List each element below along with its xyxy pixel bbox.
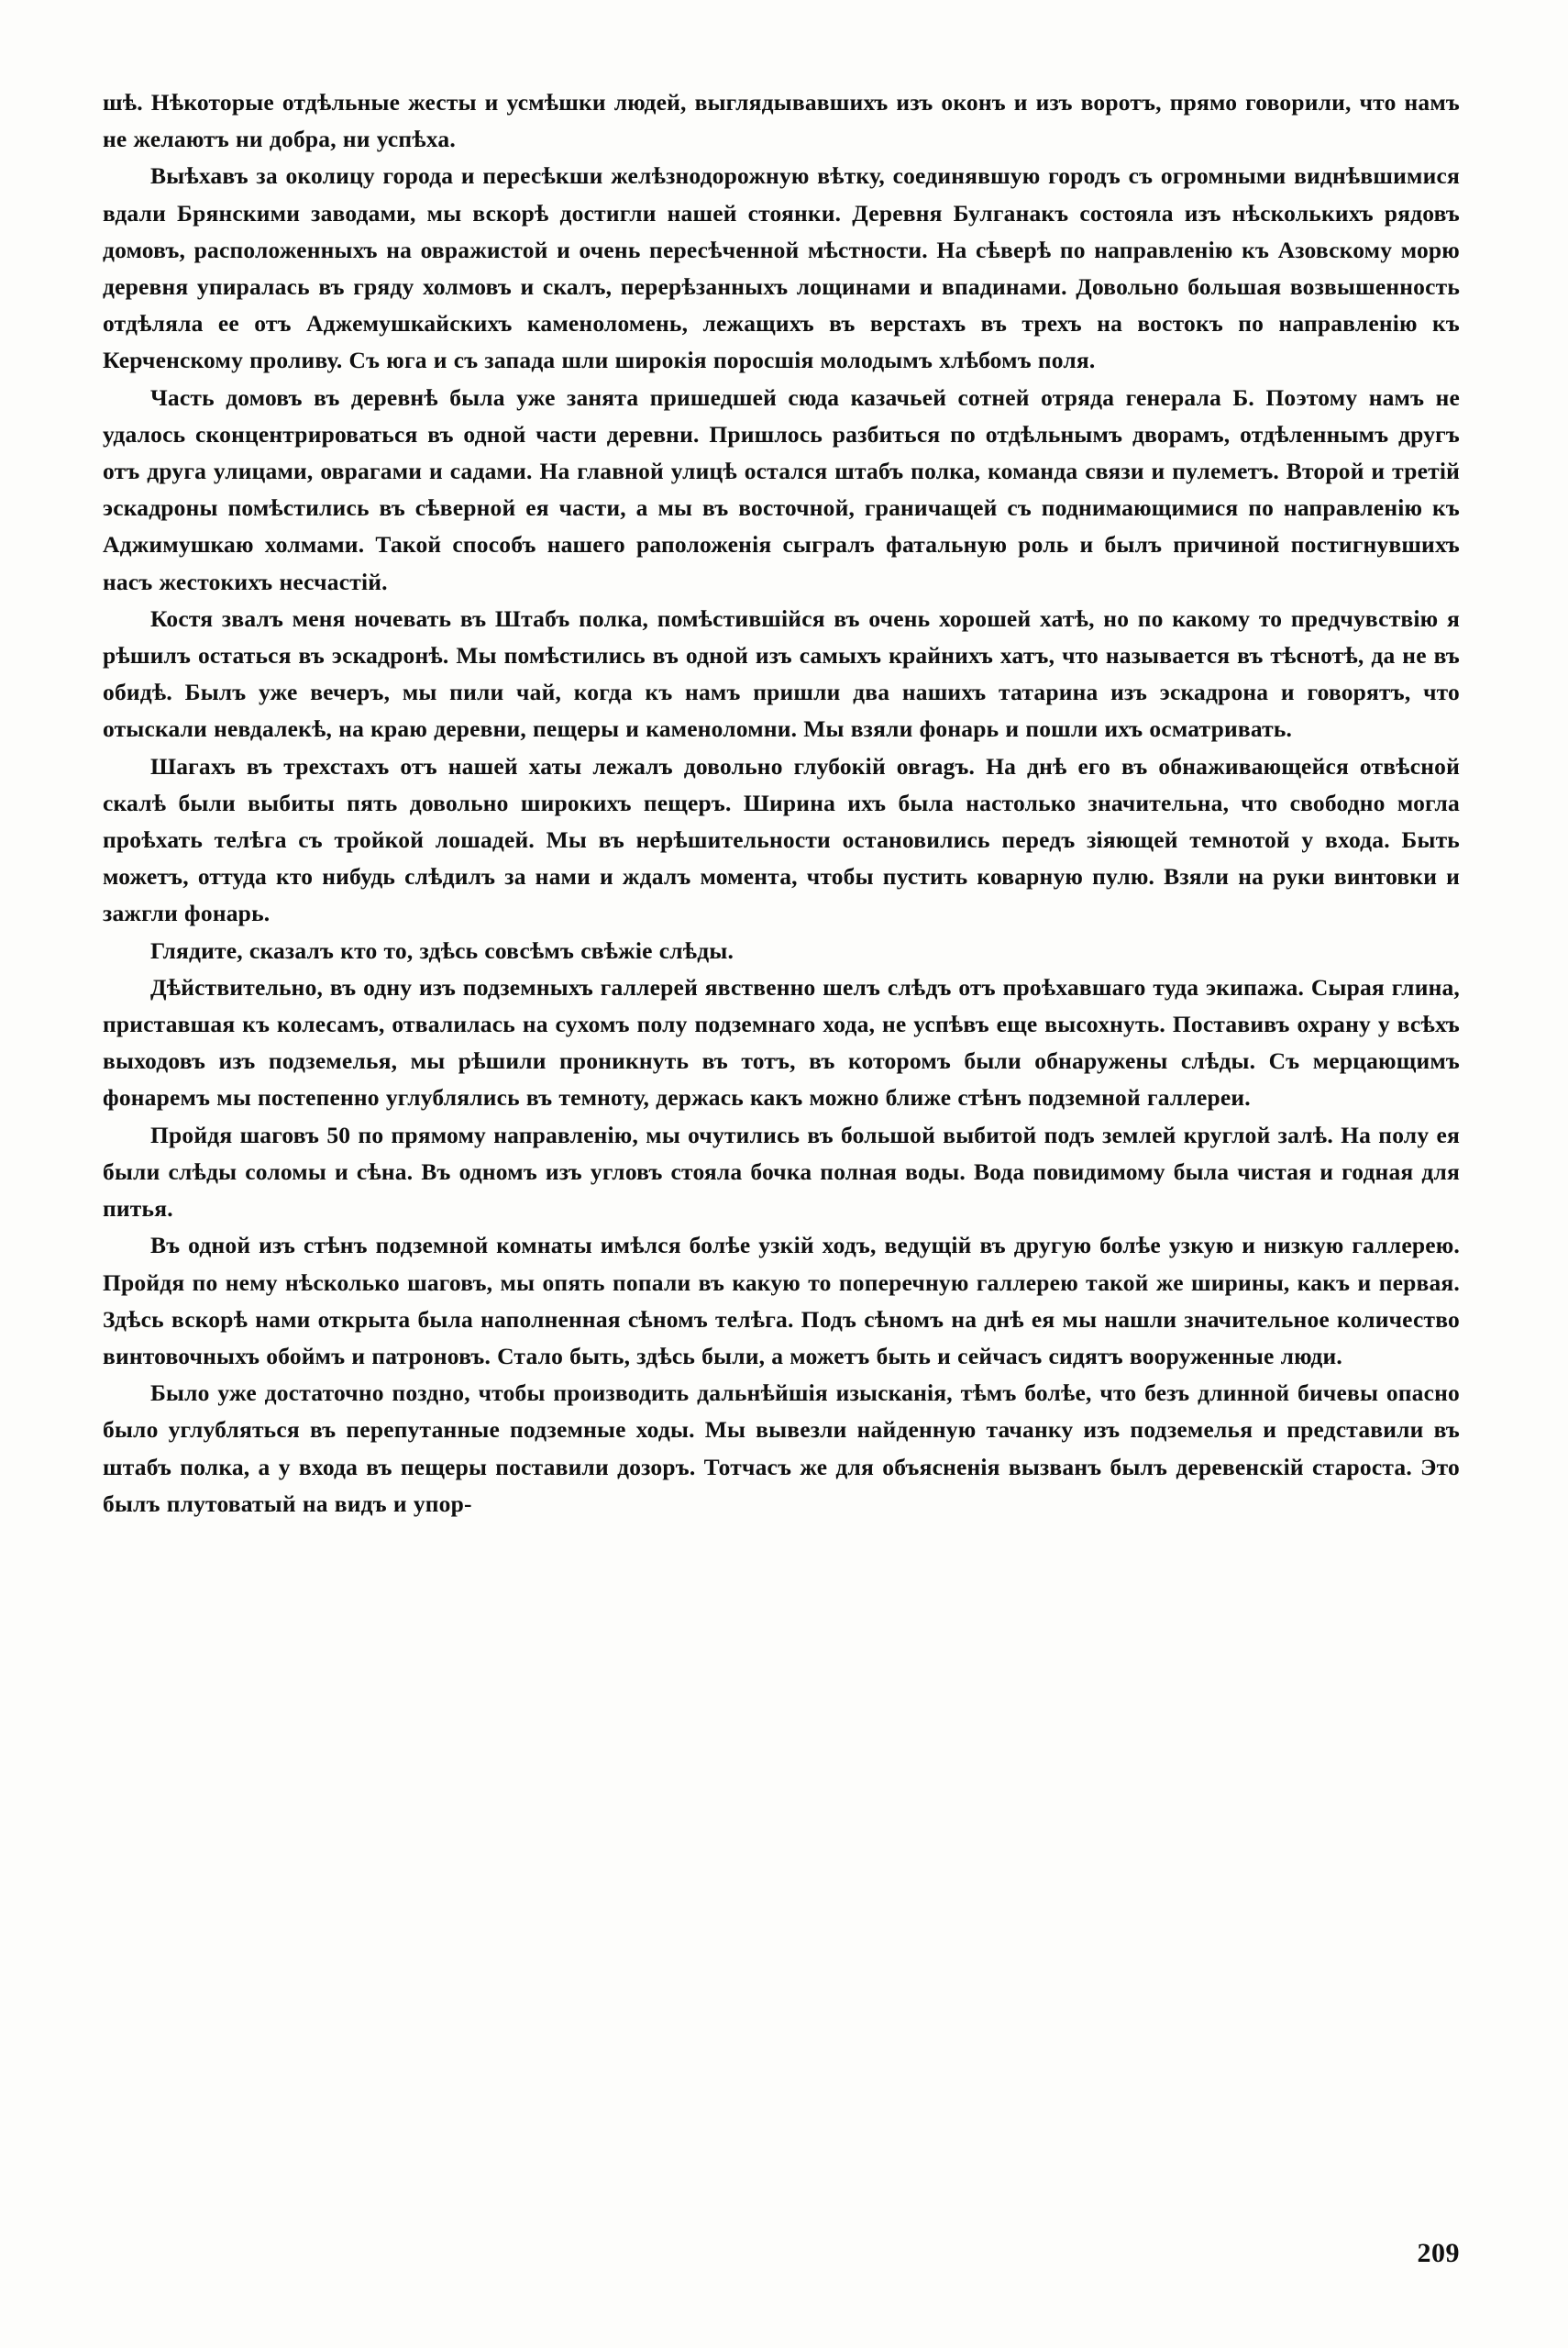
paragraph: шѣ. Нѣкоторые отдѣльные жесты и усмѣшки людей, выглядывавшихъ изъ оконъ и изъ воротъ, прямо говорили, что намъ не желаютъ ни добра, ни успѣха. (103, 89, 1460, 153)
page-number: 209 (1417, 2238, 1460, 2268)
paragraph: Костя звалъ меня ночевать въ Штабъ полка, помѣстившійся въ очень хорошей хатѣ, но по какому то предчувствію я рѣшилъ остаться въ эскадронѣ. Мы помѣстились въ одной изъ самыхъ крайнихъ хатъ, что называется въ тѣснотѣ, да не въ обидѣ. Былъ уже вечеръ, мы пили чай, когда къ намъ пришли два нашихъ татарина изъ эскадрона и говорятъ, что отыскали невдалекѣ, на краю деревни, пещеры и каменоломни. Мы взяли фонарь и пошли ихъ осматривать. (103, 604, 1460, 743)
paragraph: Дѣйствительно, въ одну изъ подземныхъ галлерей явственно шелъ слѣдъ отъ проѣхавшаго туда экипажа. Сырая глина, приставшая къ колесамъ, отвалилась на сухомъ полу подземнаго хода, не успѣвъ еще высохнуть. Поставивъ охрану у всѣхъ выходовъ изъ подземелья, мы рѣшили проникнуть въ тотъ, въ которомъ были обнаружены слѣды. Съ мерцающимъ фонаремъ мы постепенно углублялись въ темноту, держась какъ можно ближе стѣнъ подземной галлереи. (103, 973, 1460, 1112)
paragraph: Выѣхавъ за околицу города и пересѣкши желѣзнодорожную вѣтку, соединявшую городъ съ огромными виднѣвшимися вдали Брянскими заводами, мы вскорѣ достигли нашей стоянки. Деревня Булганакъ состояла изъ нѣсколькихъ рядовъ домовъ, расположенныхъ на овражистой и очень пересѣченной мѣстности. На сѣверѣ по направленію къ Азовскому морю деревня упиралась въ гряду холмовъ и скалъ, перерѣзанныхъ лощинами и впадинами. Довольно большая возвышенность отдѣляла ее отъ Аджемушкайскихъ каменоломень, лежащихъ въ верстахъ въ трехъ на востокъ по направленію къ Керченскому проливу. Съ юга и съ запада шли широкія поросшія молодымъ хлѣбомъ поля. (103, 162, 1460, 374)
paragraph: Глядите, сказалъ кто то, здѣсь совсѣмъ свѣжіе слѣды. (150, 936, 734, 964)
paragraph: Пройдя шаговъ 50 по прямому направленію, мы очутились въ большой выбитой подъ землей круглой залѣ. На полу ея были слѣды соломы и сѣна. Въ одномъ изъ угловъ стояла бочка полная воды. Вода повидимому была чистая и годная для питья. (103, 1121, 1460, 1223)
paragraph: Шагахъ въ трехстахъ отъ нашей хаты лежалъ довольно глубокій овragъ. На днѣ его въ обнаживающейся отвѣсной скалѣ были выбиты пять довольно широкихъ пещеръ. Ширина ихъ была настолько значительна, что свободно могла проѣхать телѣга съ тройкой лошадей. Мы въ нерѣшительности остановились передъ зіяющей темнотой у входа. Быть можетъ, оттуда кто нибудь слѣдилъ за нами и ждалъ момента, чтобы пустить коварную пулю. Взяли на руки винтовки и зажгли фонарь. (103, 752, 1460, 927)
paragraph: Часть домовъ въ деревнѣ была уже занята пришедшей сюда казачьей сотней отряда генерала Б. Поэтому намъ не удалось сконцентрироваться въ одной части деревни. Пришлось разбиться по отдѣльнымъ дворамъ, отдѣленнымъ другъ отъ друга улицами, оврагами и садами. На главной улицѣ остался штабъ полка, команда связи и пулеметъ. Второй и третій эскадроны помѣстились въ сѣверной ея части, а мы въ восточной, граничащей съ поднимающимися по направленію къ Аджимушкаю холмами. Такой способъ нашего раположенія сыгралъ фатальную роль и былъ причиной постигнувшихъ насъ жестокихъ несчастій. (103, 383, 1460, 595)
paragraph: Въ одной изъ стѣнъ подземной комнаты имѣлся болѣе узкій ходъ, ведущій въ другую болѣе узкую и низкую галлерею. Пройдя по нему нѣсколько шаговъ, мы опять попали въ какую то поперечную галлерею такой же ширины, какъ и первая. Здѣсь вскорѣ нами открыта была наполненная сѣномъ телѣга. Подъ сѣномъ на днѣ ея мы нашли значительное количество винтовочныхъ обоймъ и патроновъ. Стало быть, здѣсь были, а можетъ быть и сейчасъ сидятъ вооруженные люди. (103, 1232, 1460, 1369)
paragraph: Было уже достаточно поздно, чтобы производить дальнѣйшія изысканія, тѣмъ болѣе, что безъ длинной бичевы опасно было углубляться въ перепутанные подземные ходы. Мы вывезли найденную тачанку изъ подземелья и представили въ штабъ полка, а у входа въ пещеры поставили дозоръ. Тотчасъ же для объясненія вызванъ былъ деревенскій староста. Это былъ плутоватый на видъ и упор- (103, 1379, 1460, 1517)
text-column (103, 84, 1460, 1523)
